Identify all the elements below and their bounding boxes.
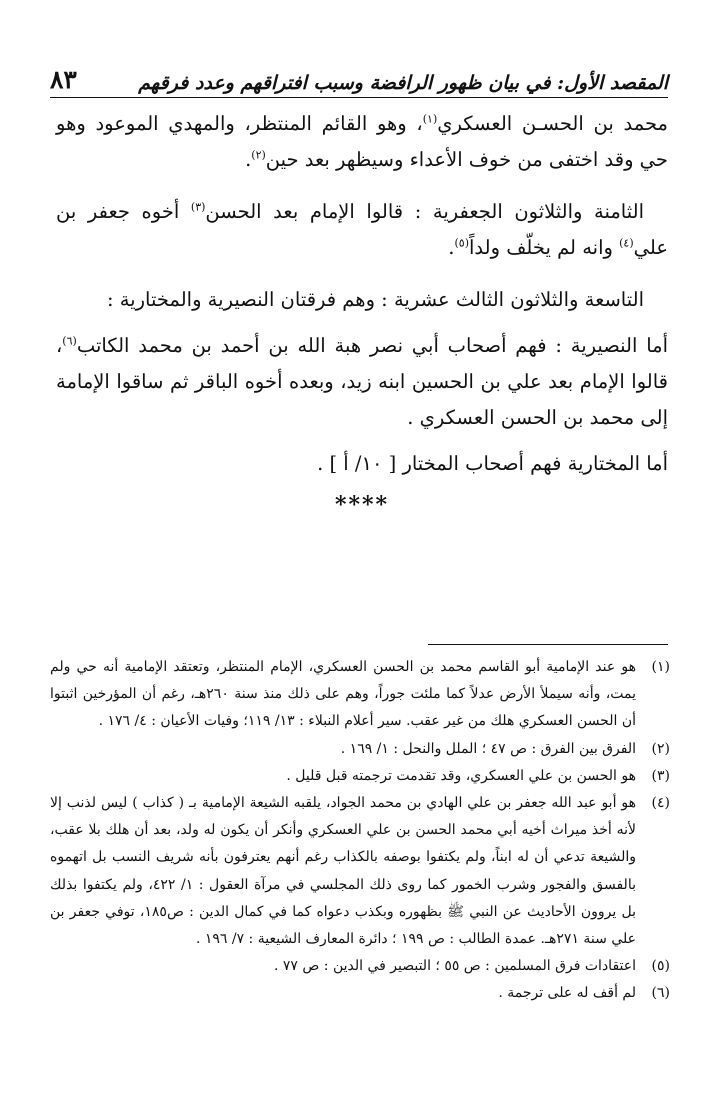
footnote-text: الفرق بين الفرق : ص ٤٧ ؛ الملل والنحل : ١/ ١٦٩ . — [340, 740, 636, 757]
para-text: أخوه جعفر بن علي — [56, 200, 668, 259]
footnote-number: (٥) — [651, 958, 670, 975]
footnote — [50, 736, 670, 763]
footnote-number: (١) — [651, 659, 670, 675]
footnote-ref-5: (٥) — [454, 236, 470, 250]
footnote-text: هو أبو عبد الله جعفر بن علي الهادي بن محمد الجواد، يلقبه الشيعة الإمامية بـ ( كذاب ) ليس لذنب إلا لأنه أخذ ميراث أخيه أبي محمد الحسن بن علي العسكري وأنكر أن يكون له ولد، بعد أن هلك بلا عقب، والشيعة تدعي أن له ابناً، ولم يكتفوا بوصفه بالكذاب رغم أنهم يعترفون بأنه شريف النسب بل اتهموه بالفسق والفجور وشرب الخمور كما روى ذلك المجلسي في مرآة العقول : ١/ ٤٢٢، ولم يكتفوا بذلك بل يروون الأحاديث عن النبي ﷺ بظهوره وبكذب دعواه كما في كمال الدين : ص١٨٥، توفي جعفر بن علي سنة ٢٧١هـ. عمدة الطالب : ص ١٩٩ ؛ دائرة المعارف الشيعية : ٧/ ١٩٦ . — [50, 795, 636, 948]
paragraph-nusayriyya — [56, 328, 668, 436]
footnote-number: (٦) — [651, 985, 670, 1002]
footnote-text: هو عند الإمامية أبو القاسم محمد بن الحسن العسكري، الإمام المنتظر، وتعتقد الإمامية أنه حي ولم يمت، وأنه سيملأ الأرض عدلاً كما ملئت جوراً، وهم على ذلك منذ سنة ٢٦٠هـ، رغم أن المؤرخين اثبتوا أن الحسن العسكري هلك من غير عقب. سير أعلام النبلاء : ١٣/ ١١٩؛ وفيات الأعيان : ٤/ ١٧٦ . — [50, 659, 637, 730]
running-title: المقصد الأول: في بيان ظهور الرافضة وسبب افتراقهم وعدد فرقهم — [138, 72, 668, 94]
para-text: أما النصيرية : فهم أصحاب أبي نصر هبة الله بن أحمد بن محمد الكاتب — [76, 334, 668, 357]
paragraph-mukhtariyya — [56, 446, 668, 482]
paragraph-jafariyya — [56, 194, 668, 266]
paragraph-thirteenth — [56, 282, 668, 318]
footnote — [50, 763, 670, 790]
footnote-text: هو الحسن بن علي العسكري، وقد تقدمت ترجمته قبل قليل . — [286, 767, 636, 784]
para-text: ، قالوا الإمام بعد علي بن الحسين ابنه زيد، وبعده أخوه الباقر ثم ساقوا الإمامة إلى محمد بن الحسن العسكري . — [56, 334, 668, 429]
footnote-number: (٤) — [651, 795, 670, 812]
para-text: وانه لم يخلّف ولداً — [469, 236, 620, 259]
footnote-number: (٢) — [651, 740, 670, 757]
footnotes — [50, 654, 670, 1008]
para-text: الثامنة والثلاثون الجعفرية : قالوا الإمام بعد الحسن — [205, 200, 644, 223]
paragraph-mahdi — [56, 106, 668, 178]
footnote-ref-2: (٢) — [251, 148, 266, 162]
footnote-ref-1: (١) — [422, 112, 438, 126]
main-text — [56, 106, 668, 518]
footnote-ref-4: (٤) — [619, 236, 634, 250]
footnote-text: لم أقف له على ترجمة . — [498, 985, 636, 1002]
footnote-number: (٣) — [651, 767, 670, 784]
para-text: التاسعة والثلاثون الثالث عشرية : وهم فرقتان النصيرية والمختارية : — [106, 288, 644, 311]
footnote — [50, 980, 670, 1007]
footnote — [50, 953, 670, 980]
footnote — [50, 654, 670, 736]
footnote-text: اعتقادات فرق المسلمين : ص ٥٥ ؛ التبصير في الدين : ص ٧٧ . — [274, 958, 636, 975]
para-text: محمد بن الحسـن العسكري — [437, 112, 669, 135]
header-rule — [50, 97, 668, 98]
page-number: ٨٣ — [50, 65, 77, 94]
para-text: ، وهو القائم المنتظر، والمهدي الموعود وهو حي وقد اختفى من خوف الأعداء وسيظهر بعد حين — [56, 112, 668, 171]
footnote-ref-6: (٦) — [62, 334, 77, 348]
para-text: . — [448, 236, 455, 259]
section-separator-stars: **** — [334, 492, 390, 518]
footnote-ref-3: (٣) — [190, 200, 206, 214]
footnote-rule — [428, 644, 668, 645]
para-text: . — [245, 148, 252, 171]
footnote — [50, 790, 670, 953]
page-header — [50, 58, 668, 94]
para-text: أما المختارية فهم أصحاب المختار [ ١٠/ أ ] . — [317, 452, 668, 475]
